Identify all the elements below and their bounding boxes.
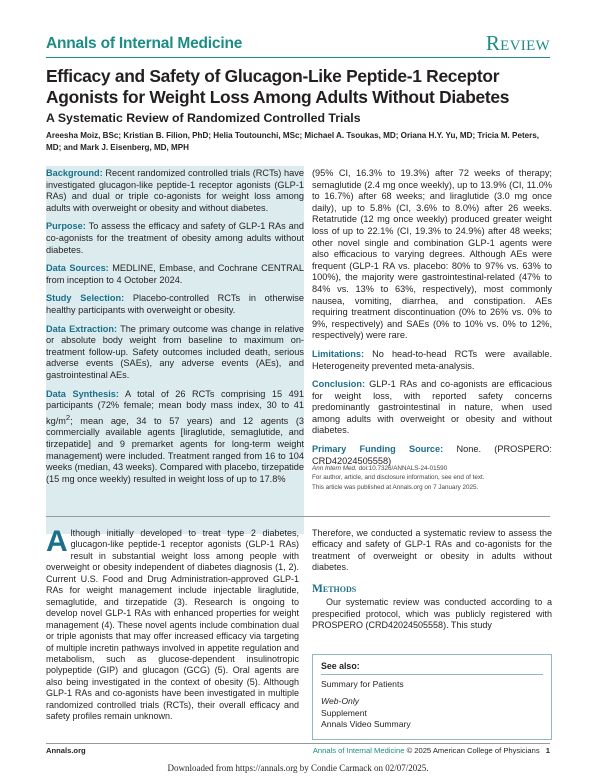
section-label: Data Synthesis: xyxy=(46,388,119,399)
section-label: Data Sources: xyxy=(46,263,109,274)
section-text: Recent randomized controlled trials (RCTs) have investigated glucagon-like peptide-1 receptor agonists (GLP-1 RAs) and dual or triple co-agonists for weight loss among adults with overweight or obesity and without diabetes. xyxy=(46,168,304,213)
journal-abbrev: Ann Intern Med. xyxy=(312,465,357,472)
drop-cap: A xyxy=(46,525,68,558)
see-also-supplement-link[interactable]: Supplement xyxy=(321,707,367,718)
citation-doi xyxy=(312,464,552,473)
section-text: ; mean age, 34 to 57 years) and 12 agents (3 commercially available agents [liraglutide, semaglutide, and tirzepatide] and 9 premarket agents for long-term weight management) were included. Treatment ranged from 16 to 104 weeks (median, 43 weeks). Compared with placebo, tirzepatide (15 mg once weekly) resulted in weight loss of up to 17.8% xyxy=(46,415,304,484)
doi-link[interactable]: doi:10.7326/ANNALS-24-01590 xyxy=(358,465,448,472)
see-also-box xyxy=(312,654,552,740)
rationale-paragraph: Therefore, we conducted a systematic review to assess the efficacy and safety of GLP-1 RAs and co-agonists for the treatment of overweight or obesity in adults without diabetes. xyxy=(312,528,552,573)
body-left-column xyxy=(46,525,299,723)
web-only-label: Web-Only xyxy=(321,696,360,707)
footer-copyright: © 2025 American College of Physicians xyxy=(406,746,540,755)
article-subtitle: A Systematic Review of Randomized Controlled Trials xyxy=(46,111,361,125)
intro-paragraph xyxy=(46,525,299,723)
see-also-heading: See also: xyxy=(321,661,360,671)
see-also-video-link[interactable]: Annals Video Summary xyxy=(321,719,411,730)
section-label: Review xyxy=(485,31,550,55)
journal-name: Annals of Internal Medicine xyxy=(46,35,243,52)
abstract-synthesis-continued xyxy=(312,168,552,342)
section-text: (95% CI, 16.3% to 19.3%) after 72 weeks of therapy; semaglutide (2.4 mg once weekly), up to 13.9% (CI, 11.0% to 16.7%) after 68 weeks; and liraglutide (3.0 mg once daily), up to 5.8% (CI, 3.6% to 8.0%) after 26 weeks. Retatrutide (12 mg once weekly) produced greater weight loss of up to 22.1% (CI, 19.3% to 24.9%) after 48 weeks; other novel single and combination GLP-1 agents were also efficacious to varying degrees. Although AEs were frequent (GLP-1 RA vs. placebo: 80% to 97% vs. 63% to 100%), the majority were gastrointestinal-related (47% to 84% vs. 13% to 63%, respectively), most commonly nausea, vomiting, diarrhea, and constipation. AEs requiring treatment discontinuation (0% to 26% vs. 0% to 9%, respectively) and SAEs (0% to 10% vs. 0% to 12%, respectively) were rare. xyxy=(312,168,552,341)
section-text: None. (PROSPERO: CRD42024505558) xyxy=(312,444,552,466)
section-label: Study Selection: xyxy=(46,293,125,304)
page-number: 1 xyxy=(545,746,550,755)
abstract-conclusion xyxy=(312,379,552,437)
see-also-patient-summary-link[interactable]: Summary for Patients xyxy=(321,679,404,689)
article-title: Efficacy and Safety of Glucagon-Like Peptide-1 Receptor Agonists for Weight Loss Among Adults Without Diabetes xyxy=(46,66,510,107)
paragraph-text: lthough initially developed to treat type 2 diabetes, glucagon-like peptide-1 receptor agonists (GLP-1 RAs) result in substantial weight loss among people with overweight or obesity independent of diabetes diagnosis (1, 2). Current U.S. Food and Drug Administration-approved GLP-1 RAs for weight management include injectable liraglutide, semaglutide, and tirzepatide (3). Research is ongoing to develop novel GLP-1 RAs with enhanced properties for weight management (4). These novel agents include combination dual or triple agonists that may offer increased efficacy via targeting of multiple incretin pathways involved in appetite regulation and metabolism, such as glucose-dependent insulinotropic polypeptide (GIP) and glucagon (GCG) (5). Oral agents are also being investigated in the context of obesity (5). Although GLP-1 RAs and co-agonists have been investigated in multiple randomized controlled trials (RCTs), their overall efficacy and safety profiles remain unknown. xyxy=(46,528,299,722)
footer-journal-info xyxy=(313,746,550,755)
methods-paragraph: Our systematic review was conducted according to a prespecified protocol, which was publicly registered with PROSPERO (CRD42024505558). This study xyxy=(312,597,552,631)
section-label: Purpose: xyxy=(46,221,86,232)
superscript: 2 xyxy=(65,412,71,422)
section-label: Background: xyxy=(46,168,103,178)
header-divider xyxy=(46,57,550,58)
abstract-data-synthesis xyxy=(46,389,304,486)
section-text: GLP-1 RAs and co-agonists are efficacious for weight loss, with reported safety concerns predominantly gastrointestinal in nature, when used among adults with overweight or obesity and without diabetes. xyxy=(312,379,552,436)
section-label: Conclusion: xyxy=(312,379,366,390)
body-divider xyxy=(46,516,550,517)
abstract-right-column xyxy=(312,168,552,474)
section-label: Primary Funding Source: xyxy=(312,444,444,455)
footer-site[interactable]: Annals.org xyxy=(46,746,86,755)
abstract-left-column xyxy=(46,168,304,492)
body-right-column xyxy=(312,528,552,632)
footer-divider xyxy=(46,743,550,744)
citation-block xyxy=(312,464,552,492)
abstract-background xyxy=(46,168,304,214)
methods-heading: Methods xyxy=(312,582,357,595)
abstract-data-sources xyxy=(46,263,304,286)
author-list: Areesha Moiz, BSc; Kristian B. Filion, PhD; Helia Toutounchi, MSc; Michael A. Tsoukas, MD; Oriana H.Y. Yu, MD; Tricia M. Peters, MD; and Mark J. Eisenberg, MD, MPH xyxy=(46,131,540,152)
abstract-limitations xyxy=(312,349,552,372)
section-label: Limitations: xyxy=(312,348,365,359)
see-also-divider xyxy=(321,674,543,675)
section-text: To assess the efficacy and safety of GLP-1 RAs and co-agonists for the treatment of obesity among adults without diabetes. xyxy=(46,221,305,255)
citation-note: For author, article, and disclosure information, see end of text. xyxy=(312,474,485,482)
abstract-data-extraction xyxy=(46,324,304,382)
section-label: Data Extraction: xyxy=(46,323,118,334)
abstract-purpose xyxy=(46,221,304,256)
citation-published: This article was published at Annals.org on 7 January 2025. xyxy=(312,483,479,491)
section-text: A total of 26 RCTs comprising 15 491 participants (72% female; mean body mass index, 30 to 41 kg/m xyxy=(46,388,304,426)
section-text: No head-to-head RCTs were available. Heterogeneity prevented meta-analysis. xyxy=(312,348,552,371)
footer-journal: Annals of Internal Medicine xyxy=(312,746,405,755)
section-text: The primary outcome was change in relative or absolute body weight from baseline to maximum on-treatment follow-up. Safety outcomes included death, serious adverse events (SAEs), any adverse events (AEs), and gastrointestinal AEs. xyxy=(46,323,304,380)
download-notice: Downloaded from https://annals.org by Condie Carmack on 02/07/2025. xyxy=(167,763,429,773)
section-text: Placebo-controlled RCTs in otherwise healthy participants with overweight or obesity. xyxy=(46,293,305,315)
abstract-study-selection xyxy=(46,293,304,316)
section-text: MEDLINE, Embase, and Cochrane CENTRAL from inception to 4 October 2024. xyxy=(46,263,304,285)
